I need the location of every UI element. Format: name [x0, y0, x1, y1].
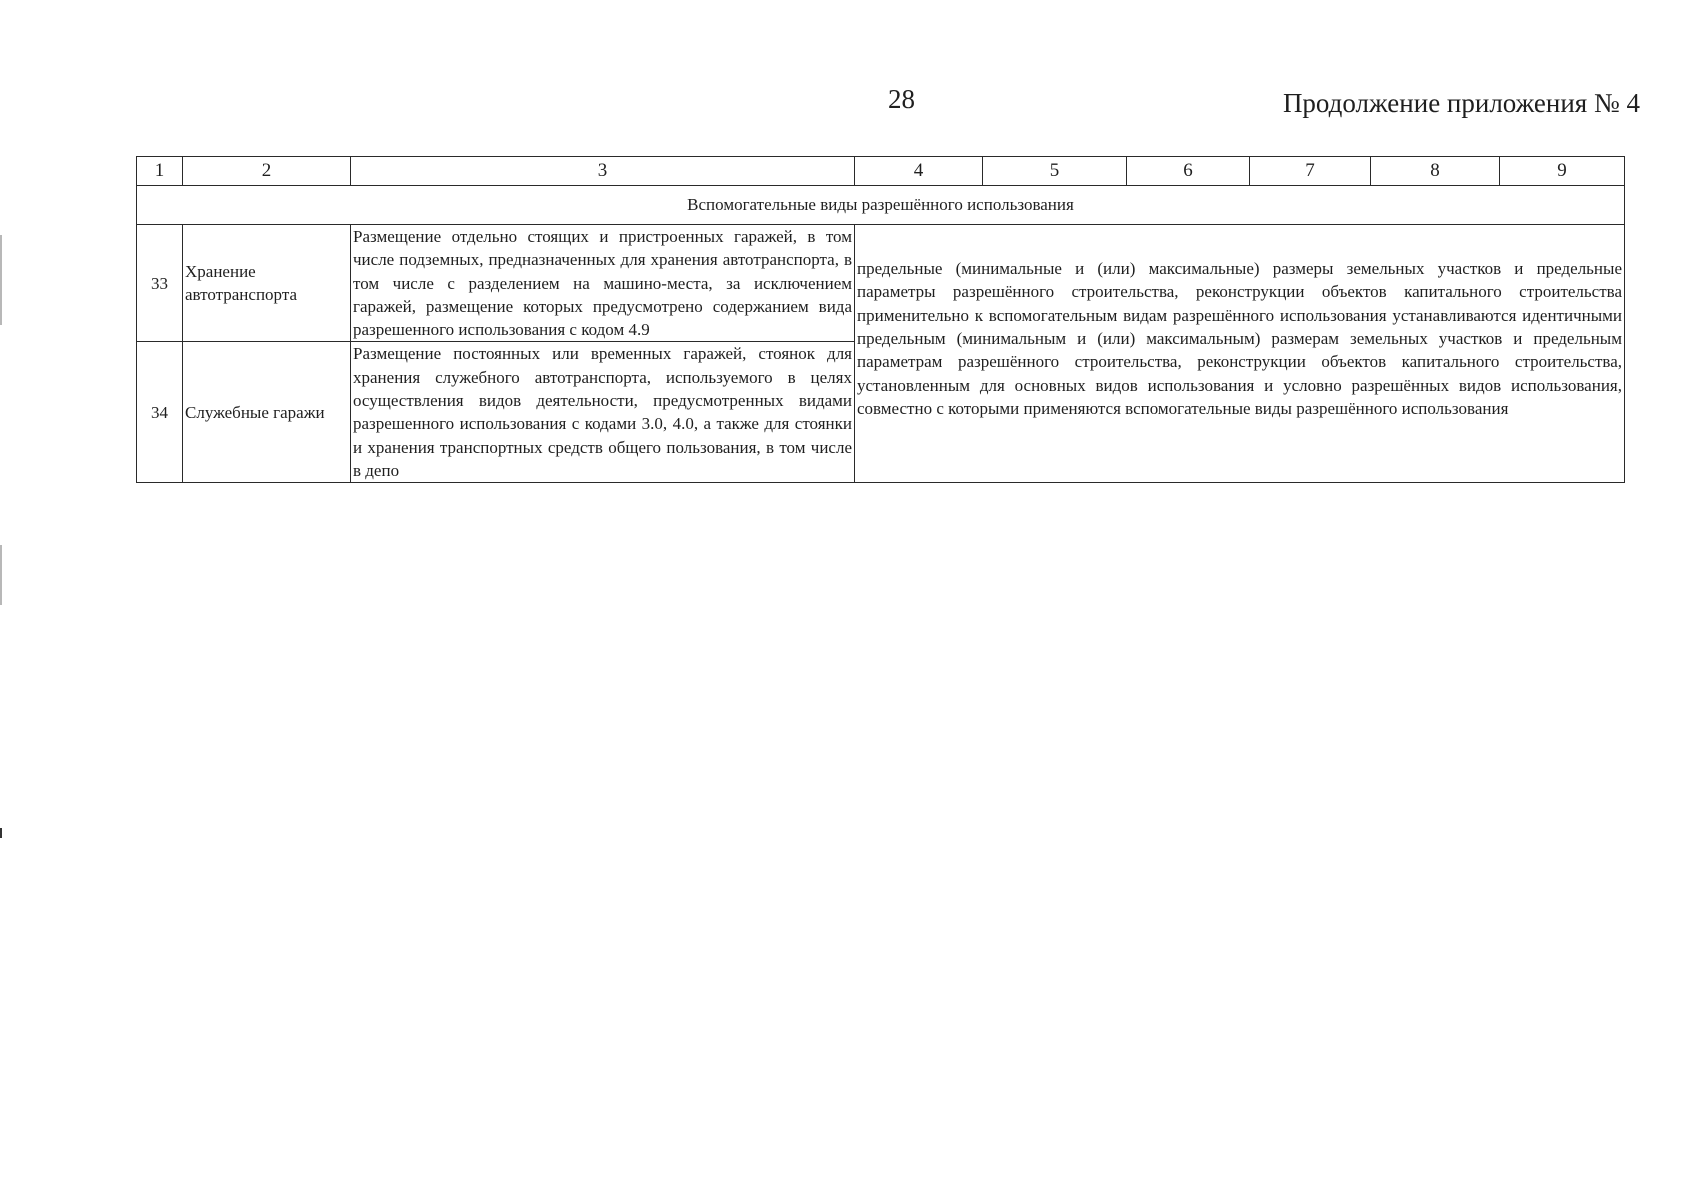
column-number: 6 — [1127, 157, 1250, 186]
column-number-row — [137, 157, 1625, 186]
use-type-name: Служебные гаражи — [183, 342, 351, 483]
column-number: 2 — [183, 157, 351, 186]
appendix-title: Продолжение приложения № 4 — [1282, 88, 1640, 118]
use-type-description: Размещение постоянных или временных гаражей, стоянок для хранения служебного автотранспорта, используемого в целях осуществления видов деятельности, предусмотренных видами разрешенного использования с кодами 3.0, 4.0, а также для стоянки и хранения транспортных средств общего пользования, в том числе в депо — [351, 342, 855, 483]
column-number: 5 — [983, 157, 1127, 186]
section-row — [137, 186, 1625, 225]
column-number: 8 — [1371, 157, 1500, 186]
use-type-name: Хранение автотранспорта — [183, 225, 351, 342]
column-number: 7 — [1250, 157, 1371, 186]
scan-edge-mark — [0, 545, 2, 605]
land-use-table — [136, 156, 1625, 483]
column-number: 3 — [351, 157, 855, 186]
scan-edge-mark — [0, 235, 2, 325]
table-row — [137, 225, 1625, 342]
use-type-description: Размещение отдельно стоящих и пристроенных гаражей, в том числе подземных, предназначенных для хранения автотранспорта, в том числе с разделением на машино-места, за исключением гаражей, размещение которых предусмотрено содержанием вида разрешенного использования с кодом 4.9 — [351, 225, 855, 342]
column-number: 1 — [137, 157, 183, 186]
row-number: 34 — [137, 342, 183, 483]
row-number: 33 — [137, 225, 183, 342]
shared-parameters-cell: предельные (минимальные и (или) максимальные) размеры земельных участков и предельные параметры разрешённого строительства, реконструкции объектов капитального строительства применительно к вспомогательным видам разрешённого использования устанавливаются идентичными предельным (минимальным и (или) максимальным) размерам земельных участков и предельным параметрам разрешённого строительства, реконструкции объектов капитального строительства, установленным для основных видов использования и условно разрешённых видов использования, совместно с которыми применяются вспомогательные виды разрешённого использования — [855, 225, 1625, 483]
scan-edge-mark — [0, 828, 2, 838]
section-title: Вспомогательные виды разрешённого использования — [137, 186, 1625, 225]
column-number: 9 — [1500, 157, 1625, 186]
page-number: 28 — [888, 84, 915, 114]
column-number: 4 — [855, 157, 983, 186]
